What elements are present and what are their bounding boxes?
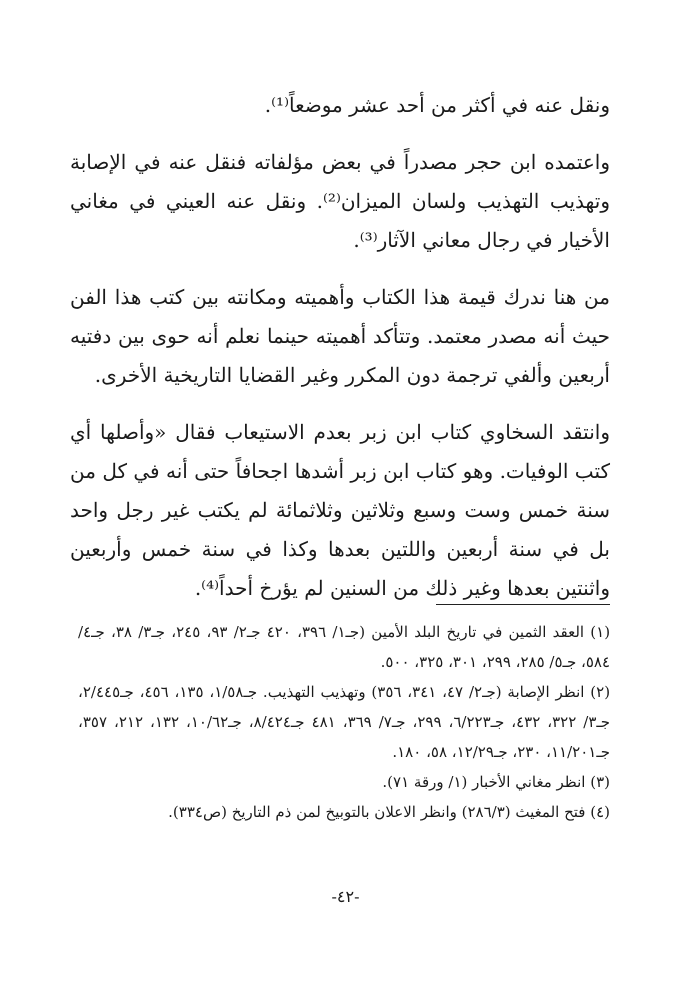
footnote: (٣) انظر مغاني الأخبار (١/ ورقة ٧١). — [382, 773, 610, 791]
footnote: (١) العقد الثمين في تاريخ البلد الأمين (جـ١/ ٣٩٦، ٤٢٠ جـ٢/ ٩٣، ٢٤٥، جـ٣/ ٣٨، جـ٤/ ٥٨٤، جـ٥/ ٢٨٥، ٢٩٩، ٣٠١، ٣٢٥، ٥٠٠. — [78, 623, 611, 671]
footnotes — [78, 617, 610, 827]
paragraph: ونقل عنه في أكثر من أحد عشر موضعاً⁽¹⁾. — [264, 93, 610, 117]
paragraph: وانتقد السخاوي كتاب ابن زبر بعدم الاستيعاب فقال «وأصلها أي كتب الوفيات. وهو كتاب ابن زبر أشدها اجحافاً حتى أنه في كل من سنة خمس وست وسبع وثلاثين وثلاثمائة لم يكتب غير رجل واحد بل في سنة أربعين واللتين بعدها وكذا في سنة خمس وأربعين واثنتين بعدها وغير ذلك من السنين لم يؤرخ أحداً⁽⁴⁾. — [70, 420, 610, 600]
paragraph: واعتمده ابن حجر مصدراً في بعض مؤلفاته فنقل عنه في الإصابة وتهذيب التهذيب ولسان الميزان⁽²⁾. ونقل عنه العيني في مغاني الأخيار في رجال معاني الآثار⁽³⁾. — [70, 150, 610, 252]
page-number: -٤٢- — [331, 887, 360, 906]
footnote: (٢) انظر الإصابة (جـ٢/ ٤٧، ٣٤١، ٣٥٦) وتهذيب التهذيب. جـ١/٥٨، ١٣٥، ٤٥٦، جـ٢/٤٤٥، جـ٣/ ٣٢٢، ٤٣٢، جـ٦/٢٢٣، ٢٩٩، جـ٧/ ٣٦٩، ٤٨١ جـ٨/٤٢٤، جـ١٠/٦٢، ١٣٢، ٢١٢، ٣٥٧، جـ١١/٢٠١، ٢٣٠، جـ١٢/٢٩، ٥٨، ١٨٠. — [78, 683, 611, 761]
footnote-separator — [436, 604, 610, 605]
paragraph: من هنا ندرك قيمة هذا الكتاب وأهميته ومكانته بين كتب هذا الفن حيث أنه مصدر معتمد. وتتأكد أهميته حينما نعلم أنه حوى بين دفتيه أربعين وألفي ترجمة دون المكرر وغير القضايا التاريخية الأخرى. — [70, 285, 610, 387]
footnote: (٤) فتح المغيث (٢٨٦/٣) وانظر الاعلان بالتوبيخ لمن ذم التاريخ (ص٣٣٤). — [168, 803, 610, 821]
main-text — [70, 86, 610, 626]
